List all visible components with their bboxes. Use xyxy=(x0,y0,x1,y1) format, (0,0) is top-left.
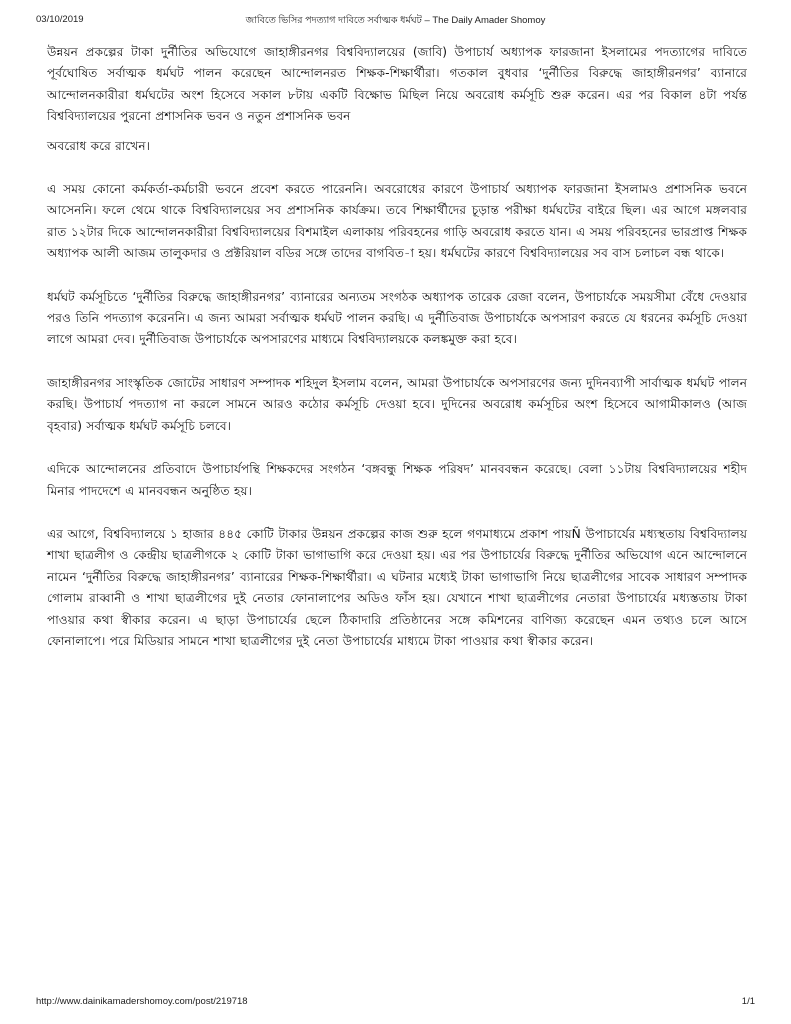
article-paragraph-7: এর আগে, বিশ্ববিদ্যালয়ে ১ হাজার ৪৪৫ কোটি টাকার উন্নয়ন প্রকল্পের কাজ শুরু হলে গণমাধ্যমে প্রকাশ পায়Ñ উপাচার্যের মধ্যস্থতায় বিশ্ববিদ্যালয় শাখা ছাত্রলীগ ও কেন্দ্রীয় ছাত্রলীগকে ২ কোটি টাকা ভাগাভাগি করে দেওয়া হয়। এর পর উপাচার্যের বিরুদ্ধে দুর্নীতির অভিযোগ এনে আন্দোলনে নামেন ‘দুর্নীতির বিরুদ্ধে জাহাঙ্গীরনগর’ ব্যানারের শিক্ষক-শিক্ষার্থীরা। এ ঘটনার মধ্যেই টাকা ভাগাভাগি নিয়ে ছাত্রলীগের সাবেক সাধারণ সম্পাদক গোলাম রাব্বানী ও শাখা ছাত্রলীগের দুই নেতার ফোনালাপের অডিও ফাঁস হয়। যেখানে শাখা ছাত্রলীগের নেতারা উপাচার্যের মধ্যস্ততায় টাকা পাওয়ার কথা স্বীকার করেন। এ ছাড়া উপাচার্যের ছেলে ঠিকাদারি প্রতিষ্ঠানের সঙ্গে কমিশনের বাণিজ্য করেছেন এমন তথ্যও চলে আসে ফোনালাপে। পরে মিডিয়ার সামনে শাখা ছাত্রলীগের দুই নেতা উপাচার্যের মাধ্যমে টাকা পাওয়ার কথা স্বীকার করেন। xyxy=(47,526,747,648)
print-date: 03/10/2019 xyxy=(36,14,84,25)
article-paragraph-1: উন্নয়ন প্রকল্পের টাকা দুর্নীতির অভিযোগে জাহাঙ্গীরনগর বিশ্ববিদ্যালয়ের (জাবি) উপাচার্য অধ্যাপক ফারজানা ইসলামের পদত্যাগের দাবিতে পূর্বঘোষিত সর্বাত্মক ধর্মঘট পালন করেছেন আন্দোলনরত শিক্ষক-শিক্ষার্থীরা। গতকাল বুধবার ‘দুর্নীতির বিরুদ্ধে জাহাঙ্গীরনগর’ ব্যানারে আন্দোলনকারীরা ধর্মঘটের অংশ হিসেবে সকাল ৮টায় একটি বিক্ষোভ মিছিল নিয়ে অবরোধ কর্মসূচি শুরু করেন। এর পর বিকাল ৪টা পর্যন্ত বিশ্ববিদ্যালয়ের পুরনো প্রশাসনিক ভবন ও নতুন প্রশাসনিক ভবন xyxy=(47,45,747,124)
article-paragraph-2: অবরোধ করে রাখেন। xyxy=(47,138,150,153)
page-title: জাবিতে ভিসির পদত্যাগ দাবিতে সর্বাত্মক ধর্মঘট – The Daily Amader Shomoy xyxy=(245,15,546,26)
article-paragraph-4: ধর্মঘট কর্মসূচিতে ‘দুর্নীতির বিরুদ্ধে জাহাঙ্গীরনগর’ ব্যানারের অন্যতম সংগঠক অধ্যাপক তারেক রেজা বলেন, উপাচার্যকে সময়সীমা বেঁধে দেওয়ার পরও তিনি পদত্যাগ করেননি। এ জন্য আমরা সর্বাত্মক ধর্মঘট পালন করছি। এ দুর্নীতিবাজ উপাচার্যকে অপসারণ করতে যে ধরনের কর্মসূচি দেওয়া লাগে আমরা দেব। দুর্নীতিবাজ উপাচার্যকে অপসারণের মাধ্যমে বিশ্ববিদ্যালয়কে কলঙ্কমুক্ত করা হবে। xyxy=(47,289,747,347)
article-paragraph-6: এদিকে আন্দোলনের প্রতিবাদে উপাচার্যপন্থি শিক্ষকদের সংগঠন ‘বঙ্গবন্ধু শিক্ষক পরিষদ’ মানববন্ধন করেছে। বেলা ১১টায় বিশ্ববিদ্যালয়ের শহীদ মিনার পাদদেশে এ মানববন্ধন অনুষ্ঠিত হয়। xyxy=(47,462,747,498)
page-number: 1/1 xyxy=(741,996,755,1007)
print-header xyxy=(36,14,755,30)
article-paragraph-3: এ সময় কোনো কর্মকর্তা-কর্মচারী ভবনে প্রবেশ করতে পারেননি। অবরোধের কারণে উপাচার্য অধ্যাপক ফারজানা ইসলামও প্রশাসনিক ভবনে আসেননি। ফলে থেমে থাকে বিশ্ববিদ্যালয়ের সব প্রশাসনিক কার্যক্রম। তবে শিক্ষার্থীদের চূড়ান্ত পরীক্ষা ধর্মঘটের বাইরে ছিল। এর আগে মঙ্গলবার রাত ১২টার দিকে আন্দোলনকারীরা বিশ্ববিদ্যালয়ের বিশমাইল এলাকায় পরিবহনের গাড়ি অবরোধ করতে যান। এ সময় পরিবহনের ভারপ্রাপ্ত শিক্ষক অধ্যাপক আলী আজম তালুকদার ও প্রক্টরিয়াল বডির সঙ্গে তাদের বাগবিত-া হয়। ধর্মঘটের কারণে বিশ্ববিদ্যালয়ের সব বাস চলাচল বন্ধ থাকে। xyxy=(47,182,747,261)
article-body xyxy=(47,42,747,674)
print-footer xyxy=(36,996,755,1010)
article-paragraph-5: জাহাঙ্গীরনগর সাংস্কৃতিক জোটের সাধারণ সম্পাদক শহিদুল ইসলাম বলেন, আমরা উপাচার্যকে অপসারণের জন্য দুদিনব্যাপী সার্বাত্মক ধর্মঘট পালন করছি। উপাচার্য পদত্যাগ না করলে সামনে আরও কঠোর কর্মসূচি দেওয়া হবে। দুদিনের অবরোধ কর্মসূচির অংশ হিসেবে আগামীকালও (আজ বৃহবার) সর্বাত্মক ধর্মঘট কর্মসূচি চলবে। xyxy=(47,375,747,433)
page-url[interactable]: http://www.dainikamadershomoy.com/post/219718 xyxy=(36,996,248,1007)
